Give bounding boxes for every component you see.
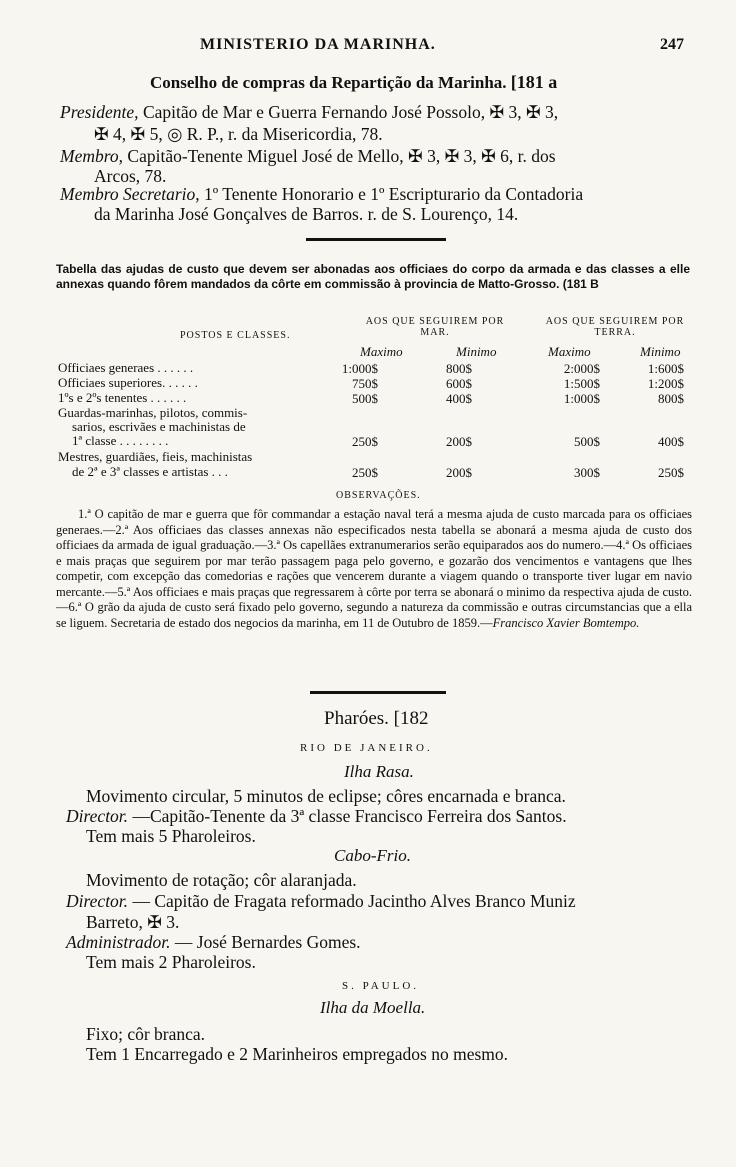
pharoes-title: Pharóes.: [324, 708, 389, 729]
cabo-director-text: — Capitão de Fragata reformado Jacintho Alves Branco Muniz: [128, 891, 576, 911]
cabo-line-1: Movimento de rotação; côr alaranjada.: [86, 870, 357, 890]
row-label-guardas-3: 1ª classe . . . . . . . .: [72, 433, 169, 448]
conselho-title: Conselho de compras da Repartição da Marinha.: [150, 73, 507, 92]
section-divider-2: [310, 691, 446, 694]
row-label-generaes: Officiaes generaes . . . . . .: [58, 360, 194, 375]
cabo-line-2b: Barreto, ✠ 3.: [86, 912, 180, 932]
row-label-tenentes: 1ºs e 2ºs tenentes . . . . . .: [58, 390, 187, 405]
region-rio: RIO DE JANEIRO.: [300, 742, 433, 754]
table-cell: 750$: [352, 376, 378, 391]
col-head-mar: [350, 316, 520, 338]
place-ilha-moella: Ilha da Moella.: [320, 998, 426, 1017]
row-label-guardas-2: sarios, escrivães e machinistas de: [72, 419, 246, 434]
moella-line-2: Tem 1 Encarregado e 2 Marinheiros empregados no mesmo.: [86, 1044, 509, 1064]
rasa-director-text: —Capitão-Tenente da 3ª classe Francisco Ferreira dos Santos.: [128, 806, 567, 826]
row-label-mestres-2: de 2ª e 3ª classes e artistas . . .: [72, 464, 228, 479]
role-membro: Membro,: [60, 146, 124, 166]
cabo-admin-text: — José Bernardes Gomes.: [170, 932, 361, 952]
subhead-terra-max: Maximo: [548, 344, 591, 359]
conselho-ref: [181 a: [510, 72, 558, 92]
place-ilha-rasa: Ilha Rasa.: [344, 762, 414, 781]
running-title: MINISTERIO DA MARINHA.: [200, 36, 436, 53]
subhead-mar-max: Maximo: [360, 344, 403, 359]
table-cell: 2:000$: [563, 361, 600, 376]
role-director: Director.: [66, 806, 129, 826]
region-sp: S. PAULO.: [342, 980, 420, 992]
table-caption: Tabella das ajudas de custo que devem ser abonadas aos officiaes do corpo da armada e das classes a elle annexas quando fôrem mandados da côrte em commissão à provincia de Matto-Grosso. (181 B: [56, 262, 690, 291]
section-divider: [306, 238, 446, 241]
col-head-mar-line1: AOS QUE SEGUIREM POR: [365, 316, 505, 327]
pharoes-ref: [182: [393, 708, 429, 729]
cabo-line-4: Tem mais 2 Pharoleiros.: [86, 952, 256, 972]
table-cell: 500$: [352, 391, 378, 406]
col-head-postos: POSTOS E CLASSES.: [180, 330, 291, 341]
row-label-superiores: Officiaes superiores. . . . . .: [58, 375, 198, 390]
col-head-terra-line1: AOS QUE SEGUIREM POR: [545, 316, 685, 327]
rasa-line-3: Tem mais 5 Pharoleiros.: [86, 826, 256, 846]
col-head-mar-line2: MAR.: [420, 327, 450, 338]
observacoes-heading: OBSERVAÇÕES.: [336, 490, 421, 501]
table-cell: 1:500$: [563, 376, 600, 391]
presidente-text: Capitão de Mar e Guerra Fernando José Possolo, ✠ 3, ✠ 3,: [138, 102, 559, 122]
row-label-guardas: Guardas-marinhas, pilotos, commis-: [58, 405, 248, 420]
table-cell: 250$: [658, 465, 684, 480]
table-cell: 250$: [352, 434, 378, 449]
notes-tail: Secretaria de estado dos negocios da marinha, em 11 de Outubro de 1859.—: [110, 615, 493, 630]
table-cell: 200$: [446, 465, 472, 480]
role-director-2: Director.: [66, 891, 129, 911]
table-cell: 600$: [446, 376, 472, 391]
role-presidente: Presidente,: [60, 102, 139, 122]
notes-signature: Francisco Xavier Bomtempo.: [492, 615, 640, 630]
conselho-line-1: [60, 100, 558, 124]
row-label-mestres: Mestres, guardiães, fieis, machinistas: [58, 449, 253, 464]
col-head-terra-line2: TERRA.: [594, 327, 636, 338]
place-cabo-frio: Cabo-Frio.: [334, 846, 411, 865]
section-title-pharoes: [324, 708, 428, 730]
section-title-conselho: [150, 72, 557, 93]
notes-body: 1.ª O capitão de mar e guerra que fôr commandar a estação naval terá a mesma ajuda de custo marcada para os officiaes generaes.—2.ª Aos officiaes das classes annexas não especificados nesta tabella se abonará a mesma ajuda de custo dos officiaes da armada de igual graduação.—3.ª Os capellães extranumerarios serão equiparados aos do numero.—4.ª Os officiaes e mais praças que seguirem por mar terão passagem paga pelo governo, e gozarão dos vencimentos e vantagens que lhes competir, com excepção das comedorias e rações que vencerem durante a viagem quando o transporte tiver lugar em navio mercante.—5.ª Aos officiaes e mais praças que regressarem à côrte por terra se abonará o minimo da respectiva ajuda de custo.—6.ª O grão da ajuda de custo será fixado pelo governo, segundo a natureza da commissão e outras circumstancias que a ella se liguem.: [56, 507, 692, 630]
col-head-terra: [535, 316, 695, 338]
moella-line-1: Fixo; côr branca.: [86, 1024, 206, 1044]
table-cell: 1:000$: [563, 391, 600, 406]
table-cell: 400$: [446, 391, 472, 406]
subhead-mar-min: Minimo: [456, 344, 497, 359]
table-cell: 800$: [446, 361, 472, 376]
conselho-line-2-cont: Arcos, 78.: [94, 166, 167, 186]
table-cell: 400$: [658, 434, 684, 449]
observacoes-text: [56, 507, 692, 631]
table-cell: 800$: [658, 391, 684, 406]
table-cell: 1:600$: [647, 361, 684, 376]
role-secretario: Membro Secretario,: [60, 184, 200, 204]
table-cell: 1:000$: [341, 361, 378, 376]
secretario-text: 1º Tenente Honorario e 1º Escripturario da Contadoria: [199, 184, 584, 204]
subhead-terra-min: Minimo: [640, 344, 681, 359]
table-cell: 300$: [574, 465, 600, 480]
role-administrador: Administrador.: [66, 932, 171, 952]
membro-text: Capitão-Tenente Miguel José de Mello, ✠ 3, ✠ 3, ✠ 6, r. dos: [123, 146, 556, 166]
page-number: 247: [660, 36, 684, 53]
conselho-line-3-cont: da Marinha José Gonçalves de Barros. r. de S. Lourenço, 14.: [94, 204, 519, 224]
conselho-line-1-cont: ✠ 4, ✠ 5, ◎ R. P., r. da Misericordia, 78.: [94, 124, 383, 144]
table-cell: 200$: [446, 434, 472, 449]
rasa-line-1: Movimento circular, 5 minutos de eclipse; côres encarnada e branca.: [86, 786, 566, 806]
table-cell: 1:200$: [647, 376, 684, 391]
table-cell: 250$: [352, 465, 378, 480]
table-cell: 500$: [574, 434, 600, 449]
